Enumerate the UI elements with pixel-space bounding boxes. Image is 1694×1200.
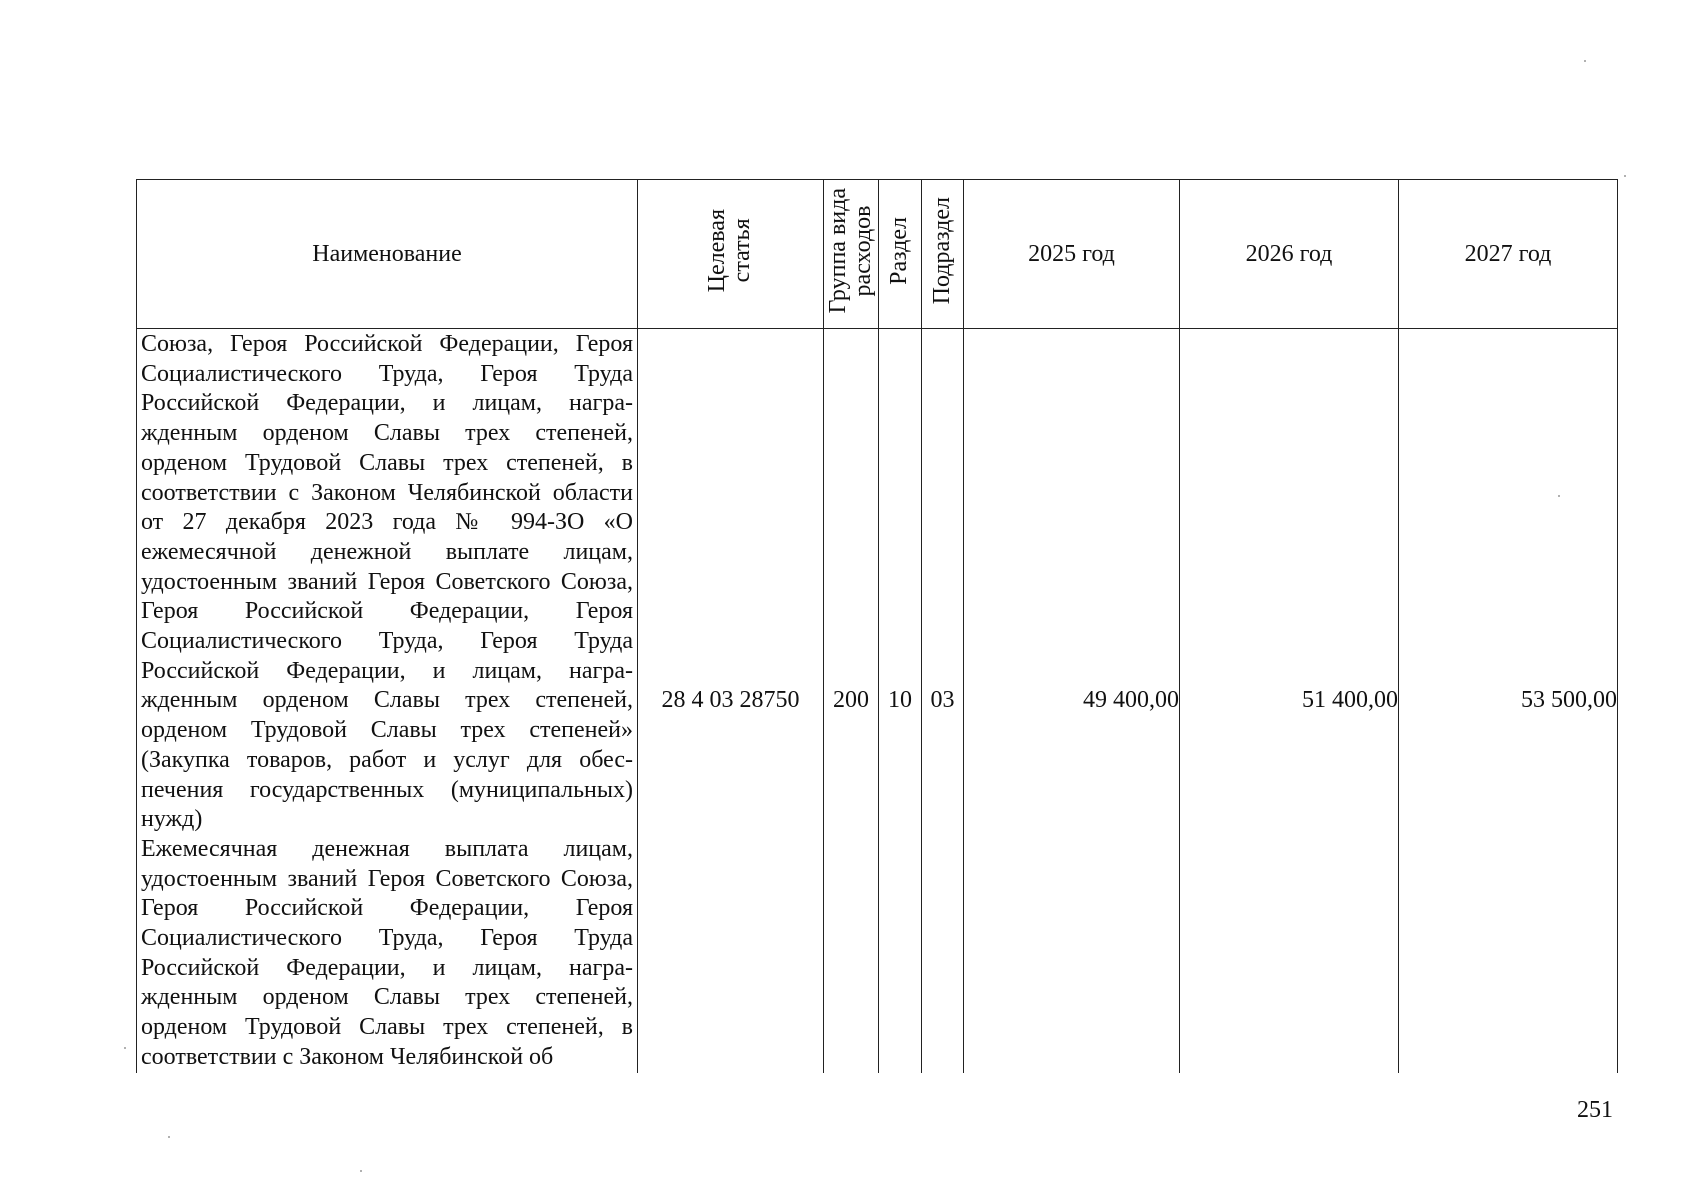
row-target-article: 28 4 03 28750 (638, 329, 824, 1073)
scan-speck (168, 1136, 170, 1138)
header-row (137, 180, 1618, 329)
row-year-2026: 51 400,00 (1180, 329, 1399, 1073)
header-subsection (922, 180, 964, 329)
header-name: Наименование (137, 180, 638, 329)
row-year-2027: 53 500,00 (1399, 329, 1618, 1073)
header-subsection-label: Подраздел (928, 196, 955, 305)
budget-table (136, 179, 1618, 1073)
header-target-article (638, 180, 824, 329)
row-name-cell (137, 329, 638, 1073)
header-target-article-line2: статья (729, 218, 756, 283)
scan-speck (1558, 495, 1560, 497)
header-section-label: Раздел (886, 216, 913, 285)
scan-speck (1624, 175, 1626, 177)
page-number: 251 (1577, 1097, 1613, 1123)
header-expense-group (824, 180, 879, 329)
row-year-2025: 49 400,00 (964, 329, 1180, 1073)
header-expense-group-line2: расходов (850, 205, 876, 296)
table-row (137, 329, 1618, 1073)
header-expense-group-line1: Группа вида (824, 187, 851, 314)
header-year-2025: 2025 год (964, 180, 1180, 329)
header-year-2027: 2027 год (1399, 180, 1618, 329)
header-target-article-line1: Целевая (704, 208, 731, 293)
row-expense-group: 200 (824, 329, 879, 1073)
header-year-2026: 2026 год (1180, 180, 1399, 329)
row-name-paragraph-1: Союза, Героя Российской Федерации, Героя Социалистического Труда, Героя Труда Российской Федерации, и лицам, награжденным орденом Славы трех степеней, орденом Трудовой Славы трех степеней, в соответствии с Законом Челябинской области от 27 декабря 2023 года № 994-ЗО «О ежемесячной денежной выплате лицам, удостоенным званий Героя Советского Союза, Героя Российской Федерации, Героя Социалистического Труда, Героя Труда Российской Федерации, и лицам, награжденным орденом Славы трех степеней, орденом Трудовой Славы трех степеней» (Закупка товаров, работ и услуг для обеспечения государственных (муниципальных) нужд) (141, 331, 633, 833)
row-name-paragraph-2: Ежемесячная денежная выплата лицам, удостоенным званий Героя Советского Союза, Героя Российской Федерации, Героя Социалистического Труда, Героя Труда Российской Федерации, и лицам, награжденным орденом Славы трех степеней, орденом Трудовой Славы трех степеней, в соответствии с Законом Челябинской об (141, 835, 633, 1070)
scan-speck (1584, 60, 1586, 62)
scan-speck (360, 1170, 362, 1172)
scan-speck (124, 1047, 126, 1049)
row-section: 10 (879, 329, 922, 1073)
header-section (879, 180, 922, 329)
row-subsection: 03 (922, 329, 964, 1073)
